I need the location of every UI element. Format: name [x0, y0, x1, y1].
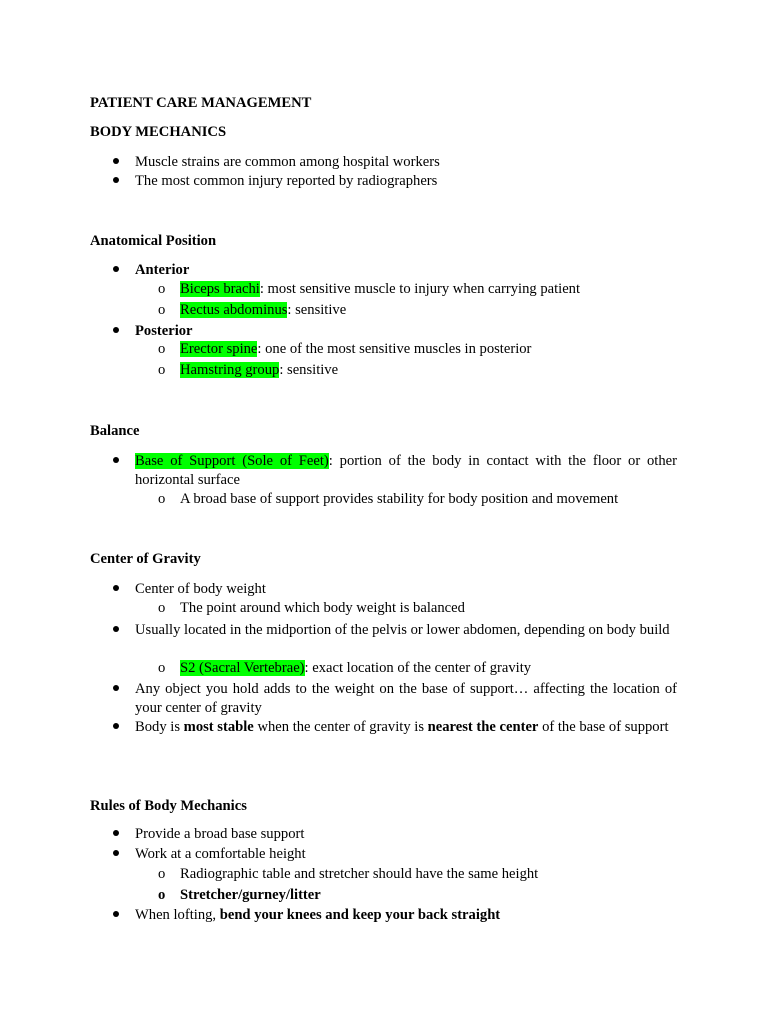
highlighted-term: Hamstring group [180, 362, 280, 378]
section-heading-rules: Rules of Body Mechanics [90, 798, 247, 814]
bullet-marker [113, 626, 119, 632]
list-item: Muscle strains are common among hospital workers [135, 154, 440, 170]
sub-list-item [180, 659, 531, 677]
highlighted-term: Rectus abdominus [180, 302, 288, 318]
list-item: The most common injury reported by radiographers [135, 173, 438, 189]
bullet-marker [113, 850, 119, 856]
highlighted-term: Biceps brachi [180, 281, 260, 297]
term-description: : exact location of the center of gravity [304, 660, 532, 676]
sub-bullet-marker: o [158, 491, 166, 507]
list-item: Work at a comfortable height [135, 846, 306, 862]
text-run: When lofting, [135, 907, 220, 923]
bullet-marker [113, 327, 119, 333]
sub-bullet-marker: o [158, 362, 166, 378]
highlighted-term: Erector spine [180, 341, 258, 357]
list-item: Usually located in the midportion of the pelvis or lower abdomen, depending on body build [135, 622, 670, 638]
list-item [135, 452, 677, 489]
sub-list-item [180, 280, 580, 298]
sub-list-item: Radiographic table and stretcher should have the same height [180, 866, 539, 882]
sub-bullet-marker: o [158, 302, 166, 318]
document-title: PATIENT CARE MANAGEMENT [90, 95, 312, 111]
bullet-marker [113, 585, 119, 591]
list-item [135, 718, 677, 737]
bullet-marker [113, 158, 119, 164]
bullet-marker [113, 911, 119, 917]
bold-text: nearest the center [427, 719, 539, 735]
sub-list-item: Stretcher/gurney/litter [180, 887, 321, 903]
term-description: : sensitive [279, 362, 339, 378]
text-run: when the center of gravity is [253, 719, 428, 735]
text-run: of the base of support [538, 719, 669, 735]
bullet-marker [113, 830, 119, 836]
list-item: Center of body weight [135, 581, 266, 597]
highlighted-term: Base of Support (Sole of Feet) [135, 453, 329, 469]
sub-bullet-marker: o [158, 866, 166, 882]
term-description: : portion of the body in contact with the floor or other horizontal surface [135, 453, 677, 488]
sub-bullet-marker: o [158, 281, 166, 297]
sub-bullet-marker: o [158, 887, 166, 903]
section-heading-anatomical-position: Anatomical Position [90, 233, 217, 249]
list-item: Any object you hold adds to the weight on the base of support… affecting the location of your center of gravity [135, 681, 677, 716]
text-run: Body is [135, 719, 184, 735]
bullet-marker [113, 685, 119, 691]
sub-bullet-marker: o [158, 600, 166, 616]
sub-bullet-marker: o [158, 660, 166, 676]
sub-list-item: The point around which body weight is balanced [180, 600, 465, 616]
term-description: : sensitive [287, 302, 347, 318]
section-heading-body-mechanics: BODY MECHANICS [90, 124, 227, 140]
section-heading-balance: Balance [90, 423, 140, 439]
term-description: : one of the most sensitive muscles in posterior [257, 341, 532, 357]
sub-list-item [180, 361, 338, 379]
sub-list-item: A broad base of support provides stability for body position and movement [180, 491, 619, 507]
bullet-marker [113, 723, 119, 729]
list-item [135, 906, 500, 924]
bullet-marker [113, 177, 119, 183]
term-description: : most sensitive muscle to injury when carrying patient [259, 281, 581, 297]
bold-text: most stable [183, 719, 254, 735]
sub-bullet-marker: o [158, 341, 166, 357]
sub-list-item [180, 301, 346, 319]
section-heading-center-of-gravity: Center of Gravity [90, 551, 201, 567]
highlighted-term: S2 (Sacral Vertebrae) [180, 660, 305, 676]
bullet-marker [113, 457, 119, 463]
list-item-anterior: Anterior [135, 262, 190, 278]
list-item-posterior: Posterior [135, 323, 193, 339]
list-item: Provide a broad base support [135, 826, 305, 842]
sub-list-item [180, 340, 531, 358]
bold-text: bend your knees and keep your back straight [219, 907, 501, 923]
bullet-marker [113, 266, 119, 272]
